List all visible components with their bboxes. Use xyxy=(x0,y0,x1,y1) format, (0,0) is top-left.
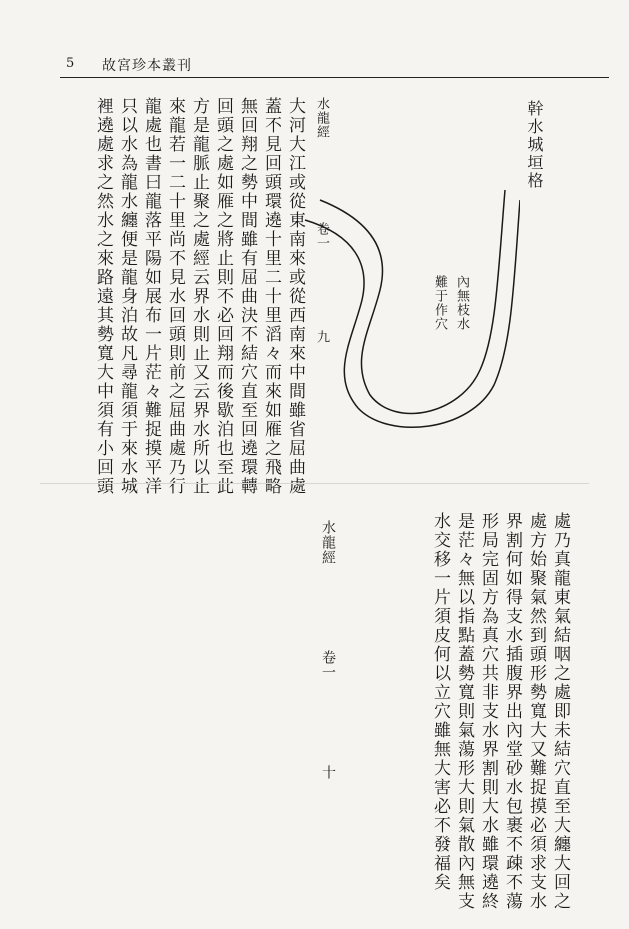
text-column: 來龍若一二十里尚不見水回頭則前之屈曲處乃行 xyxy=(165,97,185,496)
margin-volume: 卷一 xyxy=(320,650,336,680)
river-outer-bank xyxy=(320,190,505,413)
text-column: 無回翔之勢中間雖有屈曲決不結穴直至回遶環轉 xyxy=(237,97,257,496)
diagram-title: 幹水城垣格 xyxy=(525,100,544,190)
text-column: 方是龍脈止聚之處經云界水則止又云界水所以止 xyxy=(189,97,209,496)
river-inner-bank xyxy=(305,200,520,427)
text-column: 裡遶處求之然水之來路遠其勢寬大中須有小回頭 xyxy=(93,97,113,496)
margin-folio: 九 xyxy=(314,330,329,344)
margin-folio: 十 xyxy=(320,765,336,780)
text-column: 形局完固方為真穴共非支水界割則大水雖環遶終 xyxy=(478,512,498,911)
text-column: 處方始聚氣然到頭形勢寬大又難捉摸必須求支水 xyxy=(526,512,546,911)
book-title: 故宮珍本叢刊 xyxy=(102,58,192,74)
margin-book-name: 水龍經 xyxy=(320,520,336,565)
text-column: 大河大江或從東南來或從西南來中間雖省屈曲處 xyxy=(285,97,305,496)
diagram-note: 難于作穴 xyxy=(432,275,447,331)
river-diagram xyxy=(300,180,520,430)
text-column: 龍處也書曰龍落平陽如展布一片茫々難捉摸平洋 xyxy=(141,97,161,496)
text-column: 是茫々無以指點蓋勢寬則氣蕩形大則氣散內無支 xyxy=(454,512,474,911)
text-column: 界割何如得支水插腹界出內堂砂水包裹不疎不蕩 xyxy=(502,512,522,911)
margin-book-name: 水龍經 xyxy=(314,97,329,139)
text-column: 蓋不見回頭環遶十里二十里滔々而來如雁之飛略 xyxy=(261,97,281,496)
page-number: 5 xyxy=(66,56,75,71)
margin-volume: 卷一 xyxy=(314,222,329,250)
text-column: 只以水為龍水纏便是龍身泊故凡尋龍須于來水城 xyxy=(117,97,137,496)
text-column: 回頭之處如雁之將止則不必回翔而後歇泊也至此 xyxy=(213,97,233,496)
diagram-note: 內無枝水 xyxy=(454,275,469,331)
running-header xyxy=(60,55,609,78)
text-column: 處乃真龍東氣結咽之處即未結穴直至大纏大回之 xyxy=(550,512,570,911)
text-column: 水交移一片須皮何以立穴雖無大害必不發福矣 xyxy=(430,512,450,892)
spread-divider xyxy=(40,483,589,484)
